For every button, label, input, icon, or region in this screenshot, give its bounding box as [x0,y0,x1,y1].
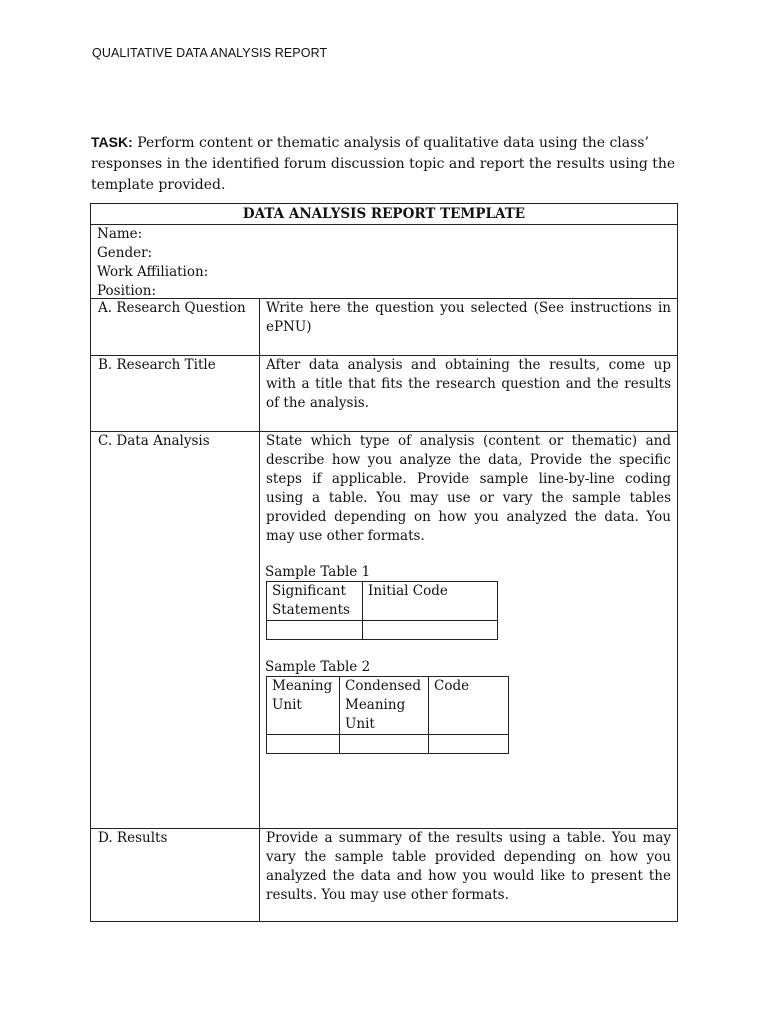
task-label: TASK: [91,134,133,150]
sample-table-2 [266,676,509,754]
sample-table-1-cell [363,621,498,640]
row-text-data-analysis: State which type of analysis (content or thematic) and describe how you analyze the data, Provide the specific steps if applicable. Provide sample line-by-line coding using a table. You may use or vary the sample tables provided depending on how you analyzed the data. You may use other formats. [266,433,671,544]
sample-table-2-cell [429,735,509,754]
sample-table-2-cell [267,735,340,754]
task-paragraph [91,132,677,196]
info-gender: Gender: [97,245,153,261]
task-text: Perform content or thematic analysis of qualitative data using the class’ responses in the identified forum discussion topic and report the results using the template provided. [91,135,676,193]
info-position: Position: [97,283,157,299]
sample-table-2-header: Code [429,677,509,735]
sample-table-1-header: Initial Code [363,582,498,621]
sample-table-2-cell [340,735,429,754]
row-label-research-question: A. Research Question [98,300,246,316]
row-text-research-question: Write here the question you selected (See instructions in ePNU) [266,300,671,335]
info-work-affiliation: Work Affiliation: [97,264,209,280]
row-label-research-title: B. Research Title [98,357,216,373]
document-header: QUALITATIVE DATA ANALYSIS REPORT [92,46,328,60]
info-block [97,225,208,301]
info-name: Name: [97,226,143,242]
sample-table-1-caption: Sample Table 1 [265,564,371,580]
sample-table-2-header: Meaning Unit [267,677,340,735]
sample-table-2-caption: Sample Table 2 [265,659,371,675]
sample-table-1 [266,581,498,640]
sample-table-1-header: Significant Statements [267,582,363,621]
row-text-results: Provide a summary of the results using a table. You may vary the sample table provided depending on how you analyzed the data and how you would like to present the results. You may use other formats. [266,830,671,903]
row-label-data-analysis: C. Data Analysis [98,433,210,449]
sample-table-1-cell [267,621,363,640]
template-title: DATA ANALYSIS REPORT TEMPLATE [242,206,526,222]
row-label-results: D. Results [98,830,168,846]
row-text-research-title: After data analysis and obtaining the results, come up with a title that fits the research question and the results of the analysis. [266,357,671,411]
report-template-table [90,203,678,922]
sample-table-2-header: Condensed Meaning Unit [340,677,429,735]
